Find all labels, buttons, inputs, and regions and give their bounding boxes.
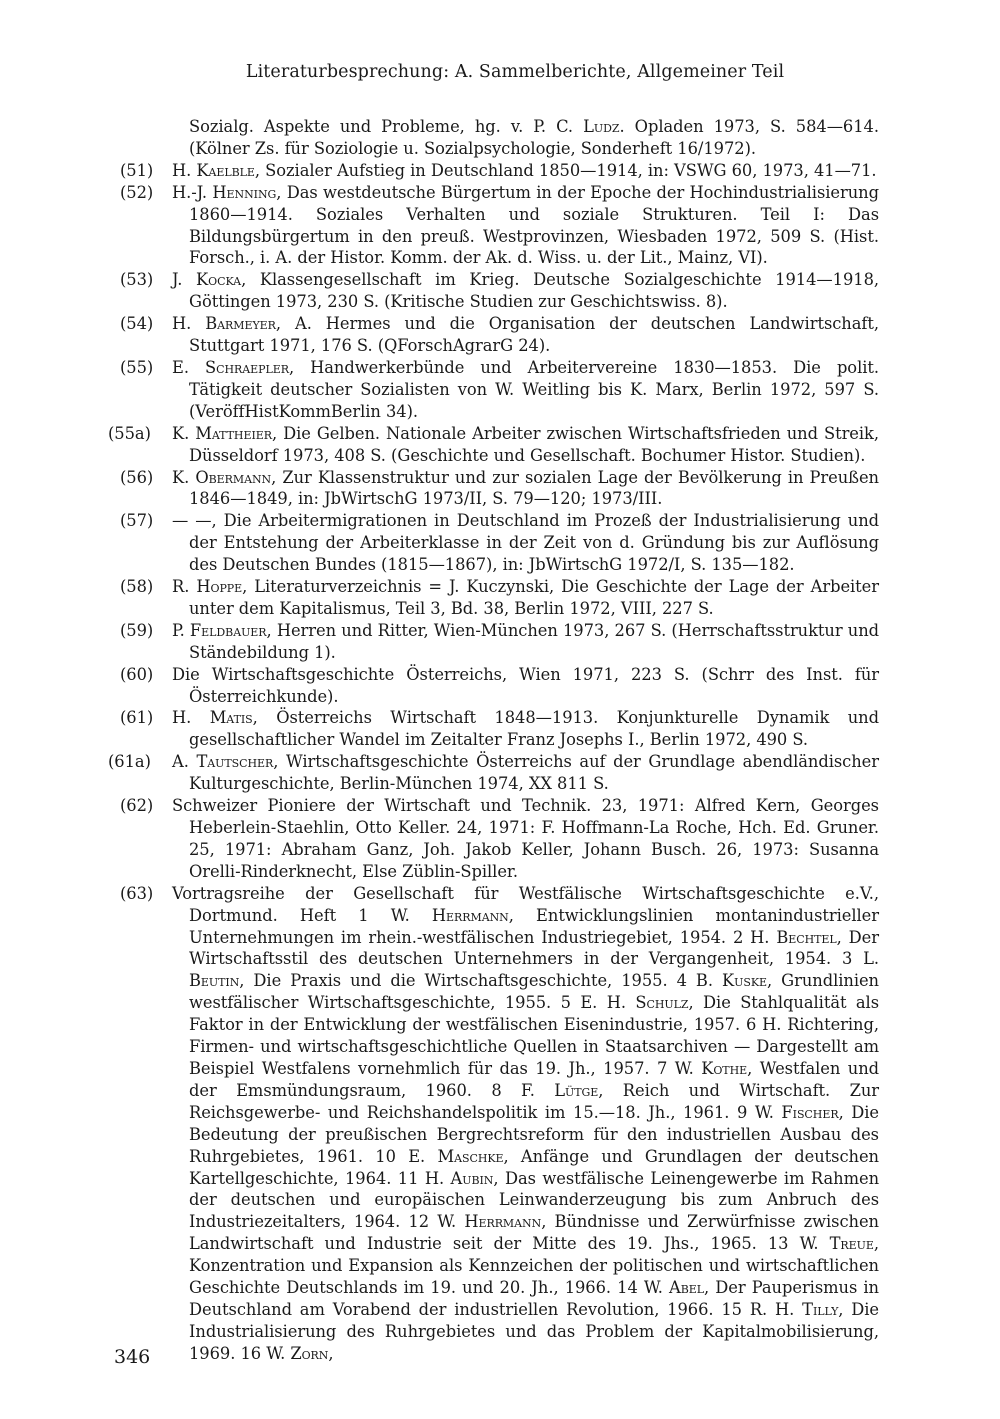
reference-entry <box>0 357 1000 423</box>
reference-entry <box>0 423 1000 467</box>
reference-number: (55a) <box>108 423 151 443</box>
reference-text-segment: , Literaturverzeichnis = J. Kuczynski, Die Geschichte der Lage der Arbeiter unter dem Kapitalismus, Teil 3, Bd. 38, Berlin 1972, VIII, 227 S. <box>189 577 879 618</box>
author-name: Aubin <box>450 1168 494 1188</box>
reference-number: (58) <box>120 577 154 597</box>
reference-entry <box>0 707 1000 751</box>
reference-text <box>172 883 880 1365</box>
reference-text <box>172 313 879 357</box>
reference-number: (61) <box>120 708 154 728</box>
reference-entry <box>0 313 1000 357</box>
reference-entry <box>0 467 1000 511</box>
reference-text-segment: , Klassengesellschaft im Krieg. Deutsche Sozialgeschichte 1914—1918, Göttingen 1973, 230 S. (Kritische Studien zur Geschichtswiss. 8). <box>189 270 880 312</box>
reference-number: (61a) <box>108 752 151 772</box>
reference-text-segment: , Westfalen und der Emsmündungsraum, 1960. 8 F. <box>189 1058 880 1100</box>
reference-text <box>172 751 879 795</box>
reference-text-segment: J. <box>172 270 196 290</box>
reference-text <box>172 269 880 313</box>
reference-text-segment: , Das westfälische Leinengewerbe im Rahmen der deutschen und europäischen Leinwanderzeugung bis zum Anbruch des Industriezeitalters, 1964. 12 W. <box>189 1168 880 1232</box>
reference-number: (60) <box>120 664 154 684</box>
reference-text-segment: , Herren und Ritter, Wien-München 1973, 267 S. (Herrschaftsstruktur und Ständebildung 1). <box>189 620 880 662</box>
reference-list <box>0 116 1000 1365</box>
reference-entry <box>0 160 1000 182</box>
author-name: Ludz <box>583 117 620 136</box>
reference-text-segment: , A. Hermes und die Organisation der deutschen Landwirtschaft, Stuttgart 1971, 176 S. (QForschAgrarG 24). <box>189 314 879 356</box>
reference-number: (63) <box>120 883 154 903</box>
reference-entry <box>0 751 1000 795</box>
reference-entry <box>0 510 1000 576</box>
author-name: Tautscher <box>196 752 274 772</box>
author-name: Abel <box>669 1278 705 1298</box>
author-name: Herrmann <box>431 905 509 925</box>
reference-text-segment: , Grundlinien westfälischer Wirtschaftsgeschichte, 1955. 5 E. H. <box>189 971 879 1013</box>
reference-text-segment: , Wirtschaftsgeschichte Österreichs auf der Grundlage abendländischer Kulturgeschichte, Berlin-München 1974, XX 811 S. <box>189 752 879 794</box>
reference-number: (54) <box>120 314 154 334</box>
author-name: Fischer <box>781 1102 839 1122</box>
reference-text-segment: K. <box>172 467 196 487</box>
reference-text <box>172 423 879 467</box>
reference-text-segment: H. <box>172 314 206 334</box>
reference-text-segment: , Die Industrialisierung des Ruhrgebietes und das Problem der Kapitalmobilisierung, 1969. 16 W. <box>189 1299 880 1363</box>
reference-text <box>172 182 879 270</box>
reference-text-segment: , Die Stahlqualität als Faktor in der Entwicklung der westfälischen Eisenindustrie, 1957. 6 H. Richtering, Firmen- und wirtschaftsgeschichtliche Quellen in Staatsarchiven — Dargestellt am Beispiel Westfalens vornehmlich für das 19. Jh., 1957. 7 W. <box>189 993 880 1078</box>
reference-number: (51) <box>120 160 154 180</box>
author-name: Kothe <box>701 1058 748 1078</box>
author-name: Treue <box>829 1234 874 1254</box>
reference-text-segment: , Der Pauperismus in Deutschland am Vorabend der industriellen Revolution, 1966. 15 R. H. <box>189 1278 879 1319</box>
reference-number: (55) <box>120 357 154 377</box>
author-name: Kuske <box>722 971 767 991</box>
author-name: Feldbauer <box>189 620 267 640</box>
reference-text-segment: , Bündnisse und Zerwürfnisse zwischen Landwirtschaft und Industrie seit der Mitte des 19. Jhs., 1965. 13 W. <box>189 1212 879 1254</box>
reference-number: (53) <box>120 270 154 290</box>
author-name: Herrmann <box>464 1212 542 1232</box>
reference-text-segment: , Sozialer Aufstieg in Deutschland 1850—1914, in: VSWG 60, 1973, 41—71. <box>254 160 877 180</box>
reference-text <box>172 160 879 182</box>
reference-text-segment: , Österreichs Wirtschaft 1848—1913. Konjunkturelle Dynamik und gesellschaftlicher Wandel im Zeitalter Franz Josephs I., Berlin 1972, 490 S. <box>189 708 879 750</box>
reference-text-segment: Sozialg. Aspekte und Probleme, hg. v. P. C. <box>189 117 584 136</box>
reference-entry <box>0 182 1000 270</box>
reference-text-segment: , Reich und Wirtschaft. Zur Reichsgewerbe- und Reichshandelspolitik im 15.—18. Jh., 1961. 9 W. <box>189 1080 879 1122</box>
author-name: Kaelble <box>196 160 255 180</box>
reference-text-segment: — —, Die Arbeitermigrationen in Deutschland im Prozeß der Industrialisierung und der Entstehung der Arbeiterklasse in der Zeit von d. Gründung bis zur Auflösung des Deutschen Bundes (1815—1867), in: JbWirtschG 1972/I, S. 135—182. <box>172 511 879 575</box>
author-name: Barmeyer <box>205 314 276 334</box>
reference-text <box>172 707 879 751</box>
reference-text-segment: H. <box>172 708 210 728</box>
reference-text <box>172 510 879 576</box>
reference-number: (56) <box>120 467 154 487</box>
reference-text <box>172 357 879 423</box>
reference-text-segment: P. <box>172 620 190 640</box>
reference-text-segment: H.-J. <box>172 182 213 202</box>
reference-entry <box>0 620 1000 664</box>
reference-text-segment: , Handwerkerbünde und Arbeitervereine 1830—1853. Die polit. Tätigkeit deutscher Sozialisten von W. Weitling bis K. Marx, Berlin 1972, 597 S. (VeröffHistKommBerlin 34). <box>189 357 879 421</box>
author-name: Matis <box>209 708 253 728</box>
reference-entry <box>0 883 1000 1365</box>
author-name: Schraepler <box>205 357 289 377</box>
reference-text-segment: , Die Praxis und die Wirtschaftsgeschichte, 1955. 4 B. <box>239 971 723 991</box>
reference-text-segment: E. <box>172 357 206 377</box>
reference-text-segment: A. <box>172 752 197 772</box>
author-name: Mattheier <box>195 423 272 443</box>
reference-text-segment: , Zur Klassenstruktur und zur sozialen Lage der Bevölkerung in Preußen 1846—1849, in: JbWirtschG 1973/II, S. 79—120; 1973/III. <box>189 467 879 509</box>
reference-text-segment: R. <box>172 577 197 597</box>
author-name: Zorn <box>290 1343 329 1363</box>
reference-number: (52) <box>120 182 154 202</box>
reference-text-segment: , Entwicklungslinien montanindustrieller Unternehmungen im rhein.-westfälischen Industriegebiet, 1954. 2 H. <box>189 905 880 947</box>
reference-text-segment: Die Wirtschaftsgeschichte Österreichs, Wien 1971, 223 S. (Schrr des Inst. für Österreichkunde). <box>172 664 879 706</box>
author-name: Obermann <box>195 467 272 487</box>
author-name: Schulz <box>635 993 689 1013</box>
reference-text-segment: , <box>328 1343 334 1363</box>
reference-text-segment: , Die Bedeutung der preußischen Bergrechtsreform für den industriellen Ausbau des Ruhrgebietes, 1961. 10 E. <box>189 1102 880 1166</box>
reference-text-segment: , Das westdeutsche Bürgertum in der Epoche der Hochindustrialisierung 1860—1914. Soziales Verhalten und soziale Strukturen. Teil I: Das Bildungsbürgertum in den preuß. Westprovinzen, Wiesbaden 1972, 509 S. (Hist. Forsch., i. A. der Histor. Komm. der Ak. d. Wiss. u. der Lit., Mainz, VI). <box>189 182 879 268</box>
reference-text <box>172 620 880 664</box>
reference-text <box>172 664 879 708</box>
reference-text-segment: , Anfänge und Grundlagen der deutschen Kartellgeschichte, 1964. 11 H. <box>189 1146 879 1188</box>
reference-number: (59) <box>120 620 154 640</box>
reference-text-segment: H. <box>172 160 197 180</box>
author-name: Beutin <box>189 971 240 991</box>
page-number: 346 <box>114 1346 151 1368</box>
reference-entry <box>0 116 1000 160</box>
author-name: Bechtel <box>776 927 837 947</box>
reference-number: (62) <box>120 796 154 816</box>
reference-text-segment: Vortragsreihe der Gesellschaft für Westfälische Wirtschaftsgeschichte e.V., Dortmund. Heft 1 W. <box>172 883 879 925</box>
author-name: Tilly <box>802 1299 839 1319</box>
reference-entry <box>0 795 1000 883</box>
reference-text <box>172 576 879 620</box>
reference-text <box>189 116 879 160</box>
reference-text-segment: , Der Wirtschaftsstil des deutschen Unternehmers in der Vergangenheit, 1954. 3 L. <box>189 927 879 969</box>
reference-entry <box>0 576 1000 620</box>
reference-number: (57) <box>120 511 154 531</box>
reference-entry <box>0 664 1000 708</box>
reference-entry <box>0 269 1000 313</box>
reference-text-segment: . Opladen 1973, S. 584—614. (Kölner Zs. für Soziologie u. Sozialpsychologie, Sonderheft 16/1972). <box>189 117 879 158</box>
author-name: Maschke <box>437 1146 504 1166</box>
author-name: Kocka <box>196 270 242 290</box>
author-name: Hoppe <box>196 577 243 597</box>
reference-text-segment: Schweizer Pioniere der Wirtschaft und Technik. 23, 1971: Alfred Kern, Georges Heberlein-Staehlin, Otto Keller. 24, 1971: F. Hoffmann-La Roche, Hch. Ed. Gruner. 25, 1971: Abraham Ganz, Joh. Jakob Keller, Johann Busch. 26, 1973: Susanna Orelli-Rinderknecht, Else Züblin-Spiller. <box>172 796 879 881</box>
reference-text-segment: , Konzentration und Expansion als Kennzeichen der politischen und wirtschaftlichen Geschichte Deutschlands im 19. und 20. Jh., 1966. 14 W. <box>189 1234 879 1298</box>
author-name: Henning <box>212 182 277 202</box>
reference-text <box>172 467 879 511</box>
reference-text-segment: , Die Gelben. Nationale Arbeiter zwischen Wirtschaftsfrieden und Streik, Düsseldorf 1973, 408 S. (Geschichte und Gesellschaft. Bochumer Histor. Studien). <box>189 423 879 465</box>
author-name: Lütge <box>554 1080 599 1100</box>
reference-text <box>172 795 879 883</box>
reference-text-segment: K. <box>172 423 196 443</box>
running-header: Literaturbesprechung: A. Sammelberichte, Allgemeiner Teil <box>245 62 785 82</box>
